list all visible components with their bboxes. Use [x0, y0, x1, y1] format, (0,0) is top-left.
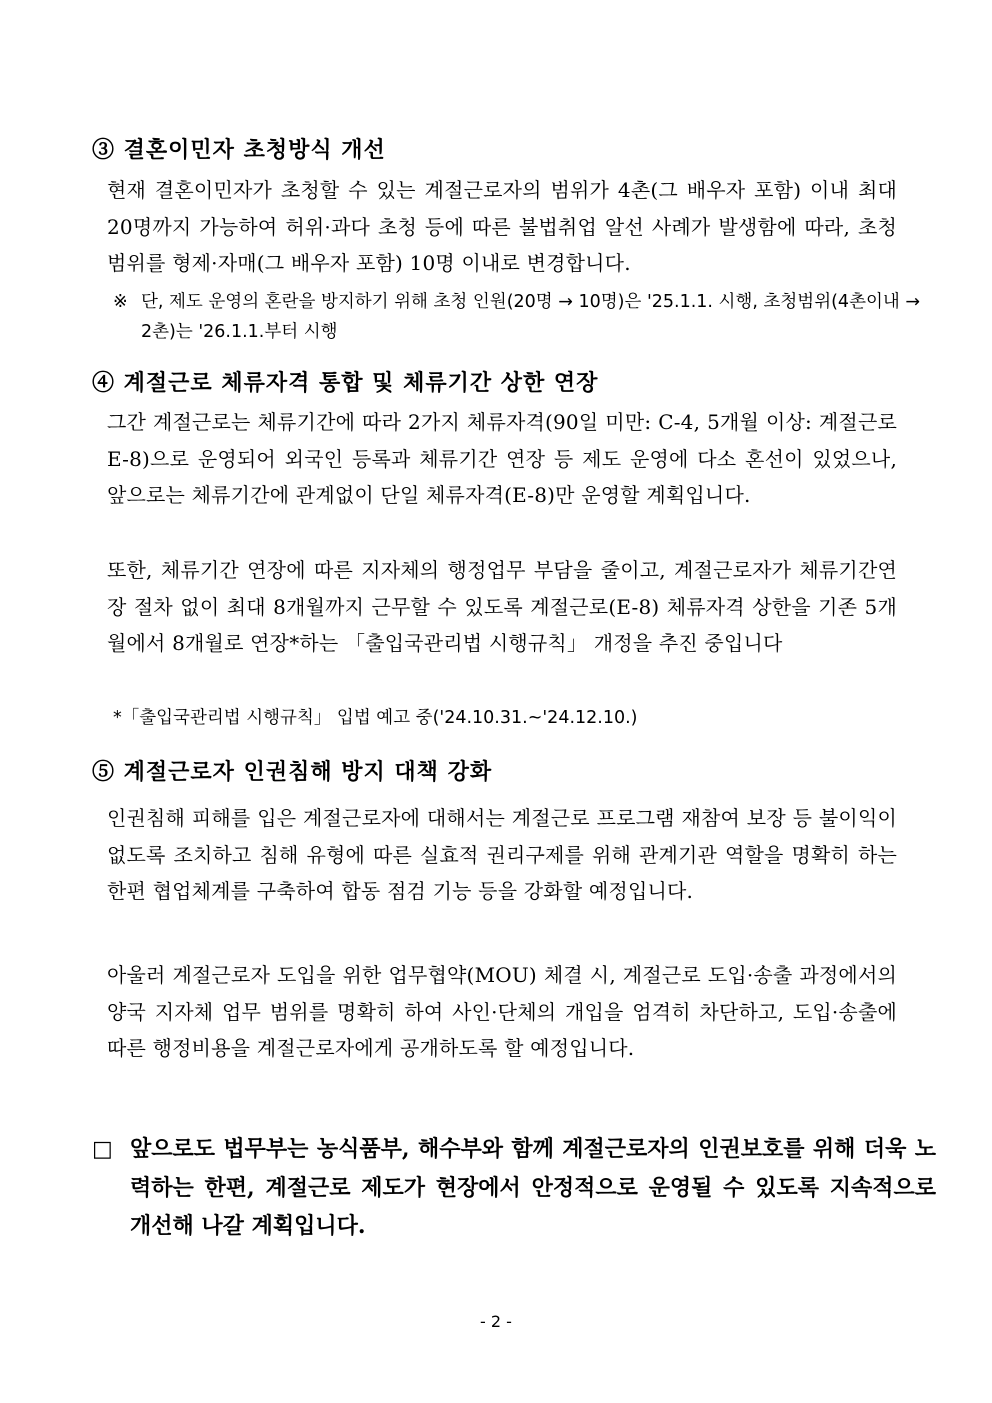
section-5-paragraph-2: 아울러 계절근로자 도입을 위한 업무협약(MOU) 체결 시, 계절근로 도입·송출 과정에서의 양국 지자체 업무 범위를 명확히 하여 사인·단체의 개입을 엄격히 차단하고, 도입·송출에 따른 행정비용을 계절근로자에게 공개하도록 할 예정입니다. [107, 963, 897, 1060]
section-4-paragraph-2: 또한, 체류기간 연장에 따른 지자체의 행정업무 부담을 줄이고, 계절근로자가 체류기간연장 절차 없이 최대 8개월까지 근무할 수 있도록 계절근로(E-8) 체류자격 상한을 기존 5개월에서 8개월로 연장*하는 「출입국관리법 시행규칙」 개정을 추진 중입니다 [107, 558, 897, 655]
checkbox-bullet-icon: □ [92, 1137, 113, 1162]
section-heading-5: ⑤ 계절근로자 인권침해 방지 대책 강화 [92, 759, 493, 785]
note-mark: ※ [113, 292, 128, 312]
section-3-note [113, 287, 925, 347]
section-heading-4: ④ 계절근로 체류자격 통합 및 체류기간 상한 연장 [92, 370, 599, 396]
section-heading-3: ③ 결혼이민자 초청방식 개선 [92, 137, 386, 163]
section-5-paragraph-1: 인권침해 피해를 입은 계절근로자에 대해서는 계절근로 프로그램 재참여 보장 등 불이익이 없도록 조치하고 침해 유형에 따른 실효적 권리구제를 위해 관계기관 역할을 명확히 하는 한편 협업체계를 구축하여 합동 점검 기능 등을 강화할 예정입니다. [107, 806, 897, 903]
closing-statement [92, 1130, 936, 1245]
page-number: - 2 - [480, 1312, 512, 1331]
section-4-paragraph-1: 그간 계절근로는 체류기간에 따라 2가지 체류자격(90일 미만: C-4, 5개월 이상: 계절근로 E-8)으로 운영되어 외국인 등록과 체류기간 연장 등 제도 운영에 다소 혼선이 있었으나, 앞으로는 체류기간에 관계없이 단일 체류자격(E-8)만 운영할 계획입니다. [107, 410, 897, 507]
closing-text: 앞으로도 법무부는 농식품부, 해수부와 함께 계절근로자의 인권보호를 위해 더욱 노력하는 한편, 계절근로 제도가 현장에서 안정적으로 운영될 수 있도록 지속적으로 개선해 나갈 계획입니다. [130, 1136, 936, 1239]
section-3-paragraph-1: 현재 결혼이민자가 초청할 수 있는 계절근로자의 범위가 4촌(그 배우자 포함) 이내 최대 20명까지 가능하여 허위·과다 초청 등에 따른 불법취업 알선 사례가 발생함에 따라, 초청 범위를 형제·자매(그 배우자 포함) 10명 이내로 변경합니다. [107, 178, 897, 275]
note-text: 단, 제도 운영의 혼란을 방지하기 위해 초청 인원(20명 → 10명)은 '25.1.1. 시행, 초청범위(4촌이내 → 2촌)는 '26.1.1.부터 시행 [141, 292, 921, 342]
section-4-footnote: *「출입국관리법 시행규칙」 입법 예고 중('24.10.31.~'24.12.10.) [113, 708, 638, 728]
